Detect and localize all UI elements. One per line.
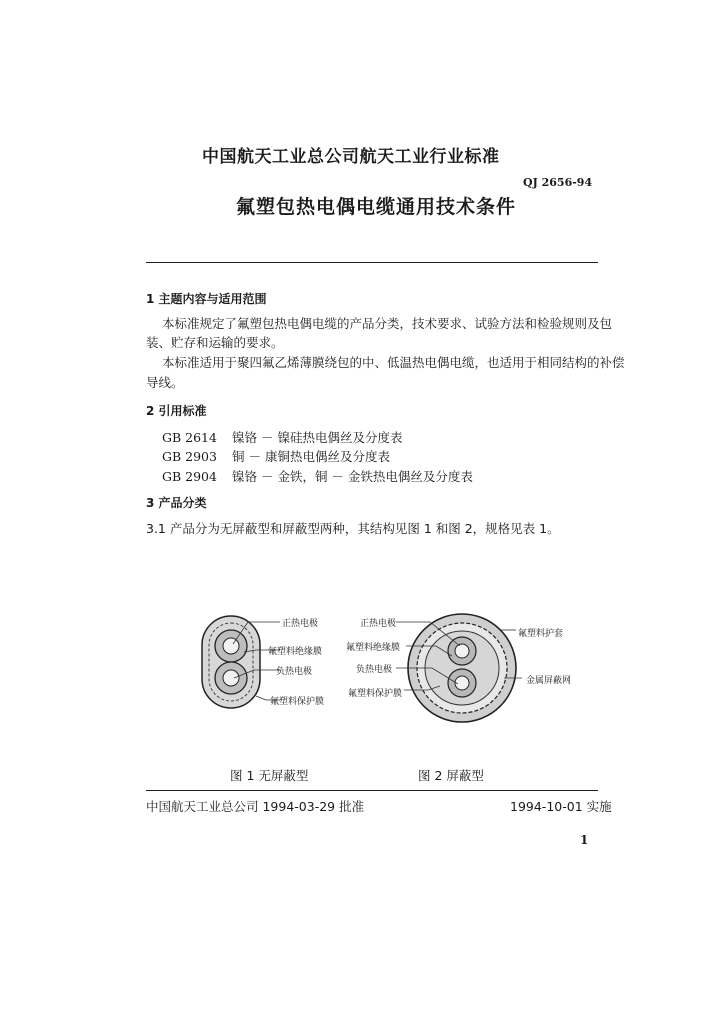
- fig2-label-negative-electrode: 负热电极: [356, 665, 393, 675]
- section-1-para-2-line-2: 导线。: [146, 375, 184, 390]
- fig2-label-positive-electrode: 正热电极: [360, 619, 397, 629]
- fig2-label-sheath: 氟塑料护套: [518, 629, 564, 639]
- fig2-label-shield-mesh: 金属屏蔽网: [526, 676, 572, 686]
- reference-code: GB 2904: [162, 469, 217, 484]
- reference-code: GB 2614: [162, 430, 217, 445]
- section-1-para-1-line-1: 本标准规定了氟塑包热电偶电缆的产品分类，技术要求、试验方法和检验规则及包: [162, 316, 613, 331]
- fig2-label-insulation-film: 氟塑料绝缘膜: [346, 643, 401, 653]
- reference-text: 镍铬 － 镍硅热电偶丝及分度表: [232, 430, 403, 445]
- approval-line: 中国航天工业总公司 1994-03-29 批准: [146, 799, 365, 814]
- figure-2-caption: 图 2 屏蔽型: [418, 768, 484, 783]
- reference-code: GB 2903: [162, 449, 217, 464]
- header-rule: [146, 262, 598, 263]
- section-2-heading: 2 引用标准: [146, 404, 207, 418]
- fig1-label-protective-film: 氟塑料保护膜: [270, 697, 325, 707]
- standard-code: QJ 2656-94: [523, 176, 593, 189]
- footer-rule: [146, 790, 598, 791]
- negative-conductor: [223, 670, 239, 686]
- section-3-item-1: 3.1 产品分为无屏蔽型和屏蔽型两种，其结构见图 1 和图 2，规格见表 1。: [146, 521, 560, 536]
- positive-conductor: [223, 638, 239, 654]
- fig1-label-negative-electrode: 负热电极: [276, 667, 313, 677]
- section-1-para-2-line-1: 本标准适用于聚四氟乙烯薄膜绕包的中、低温热电偶电缆，也适用于相同结构的补偿: [162, 355, 625, 370]
- issuing-organization: 中国航天工业总公司航天工业行业标准: [202, 147, 500, 167]
- reference-text: 镍铬 － 金铁，铜 － 金铁热电偶丝及分度表: [232, 469, 473, 484]
- page-number: 1: [580, 833, 589, 847]
- section-3-heading: 3 产品分类: [146, 496, 207, 510]
- positive-conductor: [455, 644, 469, 658]
- reference-text: 铜 － 康铜热电偶丝及分度表: [232, 449, 390, 464]
- fig1-label-insulation-film: 氟塑料绝缘膜: [268, 647, 323, 657]
- reference-item: [162, 447, 390, 465]
- figure-1-caption: 图 1 无屏蔽型: [230, 768, 309, 783]
- fig1-label-positive-electrode: 正热电极: [282, 619, 319, 629]
- effective-date-line: 1994-10-01 实施: [510, 799, 612, 814]
- section-1-heading: 1 主题内容与适用范围: [146, 292, 267, 306]
- fig2-label-protective-film: 氟塑料保护膜: [348, 689, 403, 699]
- reference-item: [162, 428, 402, 446]
- reference-item: [162, 467, 473, 485]
- document-title: 氟塑包热电偶电缆通用技术条件: [236, 196, 517, 218]
- section-1-para-1-line-2: 装、贮存和运输的要求。: [146, 335, 284, 350]
